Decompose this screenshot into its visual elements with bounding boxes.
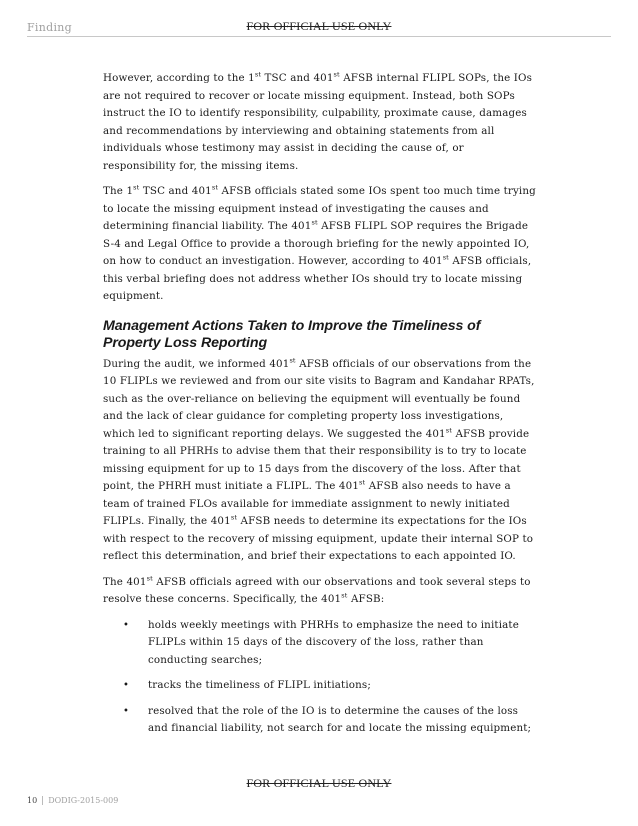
classification-banner-top: FOR OFFICIAL USE ONLY <box>246 19 392 33</box>
actions-list <box>103 617 538 738</box>
list-item: • resolved that the role of the IO is to determine the causes of the loss and financial liability, not search for and locate the missing equipment; <box>123 704 532 734</box>
page-footer <box>27 796 118 805</box>
list-item: • tracks the timeliness of FLIPL initiations; <box>103 677 538 695</box>
bullet-icon: • <box>123 680 130 691</box>
page-number: 10 <box>27 796 43 805</box>
classification-banner-bottom: FOR OFFICIAL USE ONLY <box>246 776 392 790</box>
paragraph-sop-requirements: However, according to the 1st TSC and 401st AFSB internal FLIPL SOPs, the IOs are not required to recover or locate missing equipment. Instead, both SOPs instruct the IO to identify responsibility, culpability, proximate cause, damages and recommendations by interviewing and obtaining statements from all individuals whose testimony may assist in deciding the cause of, or responsibility for, the missing items. <box>103 70 533 172</box>
header-rule <box>27 36 611 37</box>
bullet-icon: • <box>123 619 130 631</box>
report-id: DODIG-2015-009 <box>48 796 119 805</box>
paragraph-officials-agreed: The 401st AFSB officials agreed with our observations and took several steps to resolve these concerns. Specifically, the 401st AFSB: <box>103 574 531 605</box>
document-body <box>103 70 538 746</box>
bullet-icon: • <box>123 705 130 717</box>
paragraph-audit-suggestions: During the audit, we informed 401st AFSB officials of our observations from the 10 FLIPLs we reviewed and from our site visits to Bagram and Kandahar RPATs, such as the over-reliance on believing the equipment will eventually be found and the lack of clear guidance for completing property loss investigations, which led to significant reporting delays. We suggested the 401st AFSB provide training to all PHRHs to advise them that their responsibility is to try to locate missing equipment for up to 15 days from the discovery of the loss. After that point, the PHRH must initiate a FLIPL. The 401st AFSB also needs to have a team of trained FLOs available for immediate assignment to newly initiated FLIPLs. Finally, the 401st AFSB needs to determine its expectations for the IOs with respect to the recovery of missing equipment, update their internal SOP to reflect this determination, and brief their expectations to each appointed IO. <box>103 356 535 562</box>
section-label: Finding <box>27 21 73 34</box>
section-heading: Management Actions Taken to Improve the Timeliness of Property Loss Reporting <box>103 317 481 351</box>
paragraph-io-time: The 1st TSC and 401st AFSB officials stated some IOs spent too much time trying to locate the missing equipment instead of investigating the causes and determining financial liability. The 401st AFSB FLIPL SOP requires the Brigade S-4 and Legal Office to provide a thorough briefing for the newly appointed IO, on how to conduct an investigation. However, according to 401st AFSB officials, this verbal briefing does not address whether IOs should try to locate missing equipment. <box>103 183 536 302</box>
list-item: • holds weekly meetings with PHRHs to emphasize the need to initiate FLIPLs within 15 days of the discovery of the loss, rather than conducting searches; <box>123 618 519 666</box>
